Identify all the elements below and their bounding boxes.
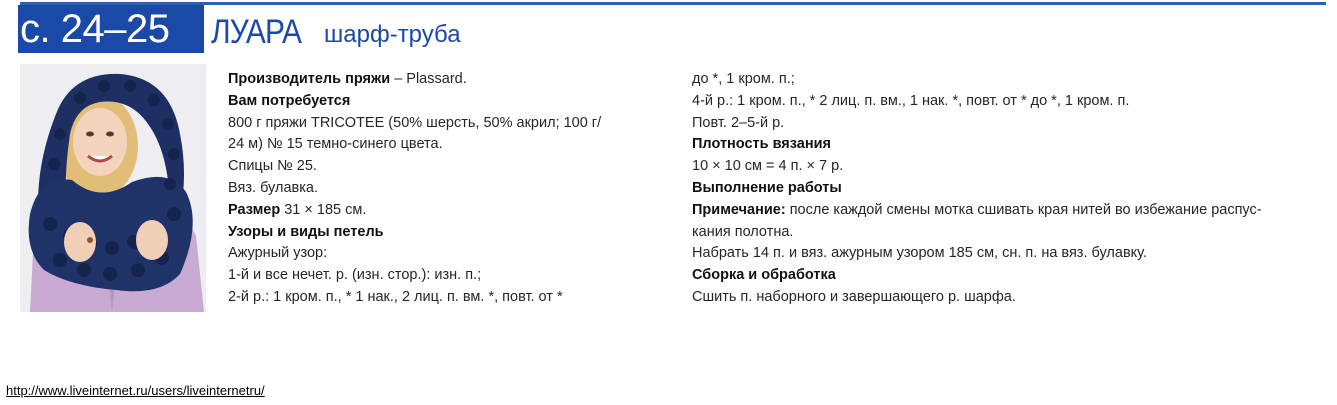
row-2-line: 2-й р.: 1 кром. п., * 1 нак., 2 лиц. п. вм. *, повт. от * [228,288,563,305]
size-label: Размер [228,201,281,218]
yarn-line [228,69,668,91]
page-number-badge: с. 24–25 [18,5,204,53]
odd-rows-line: 1-й и все нечет. р. (изн. стор.): изн. п.; [228,267,482,284]
finish-text: Сшить п. наборного и завершающего р. шарфа. [692,288,1016,305]
page-subtitle: шарф-труба [324,21,461,48]
pin-line: Вяз. булавка. [228,179,318,196]
yarn-value: – Plassard. [390,71,467,87]
note-line-1 [692,200,1332,222]
needles-line: Спицы № 25. [228,158,317,175]
note-text-1: после каждой смены мотка сшивать края нитей во избежание распус- [785,201,1262,218]
page-title: ЛУАРА [211,13,302,51]
needed-heading: Вам потребуется [228,92,351,109]
finish-heading: Сборка и обработка [692,267,836,284]
row-2-continuation: до *, 1 кром. п.; [692,71,795,87]
yarn-label: Производитель пряжи [228,71,391,87]
row-4-line: 4-й р.: 1 кром. п., * 2 лиц. п. вм., 1 нак. *, повт. от * до *, 1 кром. п. [692,92,1130,109]
note-label: Примечание: [692,201,786,218]
source-url-link[interactable]: http://www.liveinternet.ru/users/liveinternetru/ [6,383,265,398]
gauge-value: 10 × 10 см = 4 п. × 7 р. [692,158,844,175]
woman-wearing-scarf-photo [20,64,206,312]
repeat-line: Повт. 2–5-й р. [692,114,785,131]
left-column [228,69,668,309]
patterns-heading: Узоры и виды петель [228,223,384,240]
work-heading: Выполнение работы [692,179,842,196]
note-line-2: кания полотна. [692,223,794,240]
lace-pattern-line: Ажурный узор: [228,245,328,262]
needed-line-2: 24 м) № 15 темно-синего цвета. [228,136,443,153]
right-column [692,69,1332,309]
needed-line-1: 800 г пряжи TRICOTEE (50% шерсть, 50% акрил; 100 г/ [228,114,602,131]
cast-on-line: Набрать 14 п. и вяз. ажурным узором 185 см, сн. п. на вяз. булавку. [692,245,1147,262]
gauge-heading: Плотность вязания [692,136,831,153]
size-value: 31 × 185 см. [280,201,367,218]
top-rule [20,2,1326,5]
size-line [228,200,668,222]
